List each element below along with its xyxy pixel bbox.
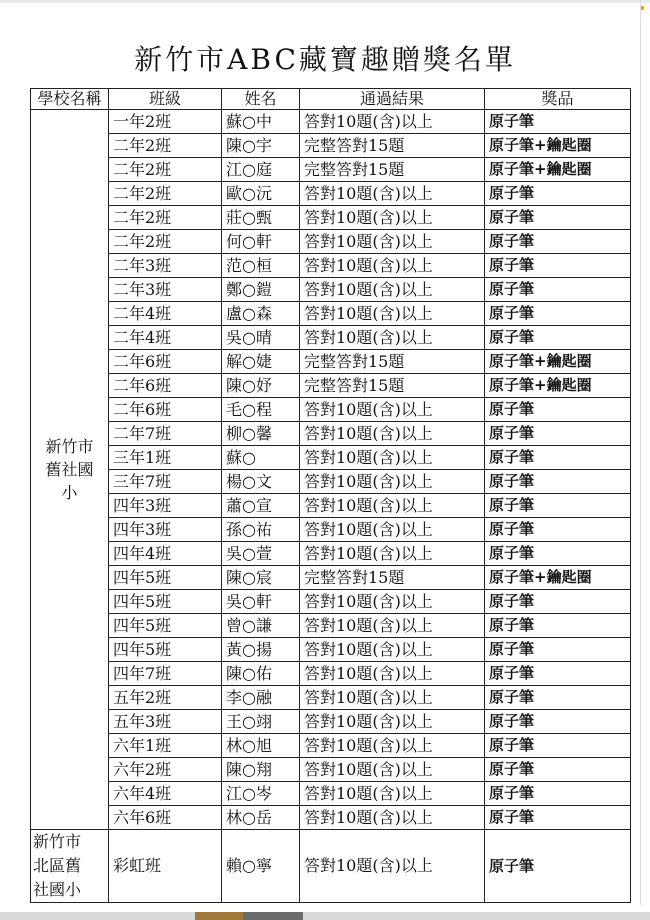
table-row (31, 374, 631, 398)
table-row (31, 710, 631, 734)
school-name-cell (31, 830, 109, 903)
class-cell: 五年2班 (109, 686, 222, 710)
class-cell: 二年6班 (109, 374, 222, 398)
bottom-edge-segment (195, 912, 243, 920)
result-cell: 完整答對15題 (300, 134, 485, 158)
prize-cell: 原子筆 (485, 734, 631, 758)
result-cell: 答對10題(含)以上 (300, 470, 485, 494)
result-cell: 答對10題(含)以上 (300, 254, 485, 278)
class-cell: 六年6班 (109, 806, 222, 830)
prize-cell: 原子筆 (485, 614, 631, 638)
prize-cell: 原子筆+鑰匙圈 (485, 158, 631, 182)
table-header-row (31, 89, 631, 110)
result-cell: 答對10題(含)以上 (300, 806, 485, 830)
prize-cell: 原子筆+鑰匙圈 (485, 350, 631, 374)
class-cell: 二年2班 (109, 182, 222, 206)
result-cell: 完整答對15題 (300, 350, 485, 374)
table-row (31, 206, 631, 230)
student-name-cell: 吳○晴 (222, 326, 300, 350)
result-cell: 答對10題(含)以上 (300, 110, 485, 134)
table-row (31, 734, 631, 758)
class-cell: 二年4班 (109, 302, 222, 326)
result-cell: 答對10題(含)以上 (300, 686, 485, 710)
student-name-cell: 曾○謙 (222, 614, 300, 638)
school-name-cell (31, 110, 109, 830)
table-row (31, 494, 631, 518)
student-name-cell: 莊○甄 (222, 206, 300, 230)
page-title: 新竹市ABC藏寶趣贈獎名單 (134, 43, 516, 76)
prize-cell: 原子筆 (485, 806, 631, 830)
class-cell: 六年1班 (109, 734, 222, 758)
prize-cell: 原子筆 (485, 110, 631, 134)
prize-cell: 原子筆 (485, 686, 631, 710)
table-row (31, 566, 631, 590)
class-cell: 二年7班 (109, 422, 222, 446)
student-name-cell: 毛○程 (222, 398, 300, 422)
class-cell: 四年3班 (109, 518, 222, 542)
student-name-cell: 陳○宇 (222, 134, 300, 158)
table-row (31, 158, 631, 182)
class-cell: 四年5班 (109, 590, 222, 614)
prize-cell: 原子筆 (485, 398, 631, 422)
student-name-cell: 陳○宸 (222, 566, 300, 590)
prize-cell: 原子筆 (485, 494, 631, 518)
prize-cell: 原子筆 (485, 230, 631, 254)
class-cell: 五年3班 (109, 710, 222, 734)
student-name-cell: 范○桓 (222, 254, 300, 278)
table-row (31, 398, 631, 422)
table-row (31, 422, 631, 446)
class-cell: 二年2班 (109, 158, 222, 182)
student-name-cell: 林○岳 (222, 806, 300, 830)
result-cell: 答對10題(含)以上 (300, 590, 485, 614)
class-cell: 二年3班 (109, 254, 222, 278)
table-row (31, 614, 631, 638)
school-name-line: 新竹市 (33, 832, 82, 851)
result-cell: 答對10題(含)以上 (300, 518, 485, 542)
prize-cell: 原子筆 (485, 206, 631, 230)
class-cell: 四年5班 (109, 566, 222, 590)
result-cell: 答對10題(含)以上 (300, 446, 485, 470)
prize-cell: 原子筆 (485, 182, 631, 206)
prize-cell: 原子筆 (485, 662, 631, 686)
prize-cell: 原子筆 (485, 518, 631, 542)
table-row (31, 254, 631, 278)
school-name-line: 新竹市 (45, 437, 94, 456)
class-cell: 六年2班 (109, 758, 222, 782)
class-cell: 二年3班 (109, 278, 222, 302)
result-cell: 答對10題(含)以上 (300, 422, 485, 446)
table-row (31, 830, 631, 903)
prize-cell: 原子筆 (485, 758, 631, 782)
prize-cell: 原子筆+鑰匙圈 (485, 374, 631, 398)
result-cell: 答對10題(含)以上 (300, 782, 485, 806)
result-cell: 答對10題(含)以上 (300, 734, 485, 758)
page-edge (640, 0, 641, 905)
table-row (31, 302, 631, 326)
student-name-cell: 陳○佑 (222, 662, 300, 686)
student-name-cell: 蘇○ (222, 446, 300, 470)
prize-cell: 原子筆 (485, 830, 631, 903)
table-row (31, 638, 631, 662)
table-row (31, 662, 631, 686)
student-name-cell: 吳○軒 (222, 590, 300, 614)
result-cell: 完整答對15題 (300, 566, 485, 590)
result-cell: 答對10題(含)以上 (300, 326, 485, 350)
school-name-line: 社國小 (33, 880, 82, 899)
result-cell: 答對10題(含)以上 (300, 758, 485, 782)
prize-cell: 原子筆 (485, 254, 631, 278)
class-cell: 四年5班 (109, 614, 222, 638)
prize-cell: 原子筆 (485, 710, 631, 734)
bottom-edge (0, 912, 650, 920)
class-cell: 四年5班 (109, 638, 222, 662)
student-name-cell: 解○婕 (222, 350, 300, 374)
student-name-cell: 王○翊 (222, 710, 300, 734)
header-school: 學校名稱 (31, 89, 109, 110)
result-cell: 答對10題(含)以上 (300, 710, 485, 734)
result-cell: 答對10題(含)以上 (300, 206, 485, 230)
result-cell: 答對10題(含)以上 (300, 182, 485, 206)
student-name-cell: 柳○馨 (222, 422, 300, 446)
prize-cell: 原子筆 (485, 470, 631, 494)
class-cell: 一年2班 (109, 110, 222, 134)
class-cell: 三年7班 (109, 470, 222, 494)
student-name-cell: 陳○翔 (222, 758, 300, 782)
table-row (31, 446, 631, 470)
table-row (31, 782, 631, 806)
student-name-cell: 江○庭 (222, 158, 300, 182)
class-cell: 四年7班 (109, 662, 222, 686)
class-cell: 六年4班 (109, 782, 222, 806)
class-cell: 四年3班 (109, 494, 222, 518)
class-cell: 二年2班 (109, 206, 222, 230)
prize-cell: 原子筆 (485, 278, 631, 302)
table-row (31, 518, 631, 542)
prize-cell: 原子筆 (485, 638, 631, 662)
table-row (31, 110, 631, 134)
result-cell: 答對10題(含)以上 (300, 638, 485, 662)
table-row (31, 230, 631, 254)
result-cell: 答對10題(含)以上 (300, 494, 485, 518)
student-name-cell: 蘇○中 (222, 110, 300, 134)
prize-cell: 原子筆 (485, 302, 631, 326)
class-cell: 二年6班 (109, 350, 222, 374)
student-name-cell: 何○軒 (222, 230, 300, 254)
student-name-cell: 蕭○宣 (222, 494, 300, 518)
result-cell: 答對10題(含)以上 (300, 302, 485, 326)
class-cell: 二年6班 (109, 398, 222, 422)
table-row (31, 350, 631, 374)
award-table (30, 88, 631, 903)
class-cell: 彩虹班 (109, 830, 222, 903)
student-name-cell: 楊○文 (222, 470, 300, 494)
school-name-line: 北區舊 (33, 856, 82, 875)
result-cell: 答對10題(含)以上 (300, 542, 485, 566)
prize-cell: 原子筆 (485, 326, 631, 350)
prize-cell: 原子筆 (485, 446, 631, 470)
school-name-line: 舊社國 (45, 460, 94, 479)
bottom-edge-segment (243, 912, 303, 920)
header-name: 姓名 (222, 89, 300, 110)
student-name-cell: 鄭○鎧 (222, 278, 300, 302)
table-row (31, 182, 631, 206)
result-cell: 答對10題(含)以上 (300, 614, 485, 638)
header-prize: 獎品 (485, 89, 631, 110)
table-row (31, 686, 631, 710)
prize-cell: 原子筆 (485, 422, 631, 446)
result-cell: 答對10題(含)以上 (300, 830, 485, 903)
table-row (31, 542, 631, 566)
header-result: 通過結果 (300, 89, 485, 110)
table-row (31, 326, 631, 350)
student-name-cell: 賴○寧 (222, 830, 300, 903)
result-cell: 完整答對15題 (300, 374, 485, 398)
student-name-cell: 江○岑 (222, 782, 300, 806)
student-name-cell: 李○融 (222, 686, 300, 710)
class-cell: 二年2班 (109, 230, 222, 254)
student-name-cell: 黃○揚 (222, 638, 300, 662)
prize-cell: 原子筆 (485, 782, 631, 806)
prize-cell: 原子筆+鑰匙圈 (485, 566, 631, 590)
prize-cell: 原子筆+鑰匙圈 (485, 134, 631, 158)
class-cell: 二年2班 (109, 134, 222, 158)
student-name-cell: 孫○祐 (222, 518, 300, 542)
result-cell: 答對10題(含)以上 (300, 278, 485, 302)
table-row (31, 590, 631, 614)
table-row (31, 134, 631, 158)
student-name-cell: 盧○森 (222, 302, 300, 326)
student-name-cell: 林○旭 (222, 734, 300, 758)
prize-cell: 原子筆 (485, 542, 631, 566)
prize-cell: 原子筆 (485, 590, 631, 614)
header-class: 班級 (109, 89, 222, 110)
student-name-cell: 陳○妤 (222, 374, 300, 398)
class-cell: 四年4班 (109, 542, 222, 566)
result-cell: 答對10題(含)以上 (300, 230, 485, 254)
result-cell: 完整答對15題 (300, 158, 485, 182)
table-row (31, 278, 631, 302)
student-name-cell: 歐○沅 (222, 182, 300, 206)
table-row (31, 758, 631, 782)
class-cell: 二年4班 (109, 326, 222, 350)
class-cell: 三年1班 (109, 446, 222, 470)
result-cell: 答對10題(含)以上 (300, 398, 485, 422)
result-cell: 答對10題(含)以上 (300, 662, 485, 686)
table-body (31, 110, 631, 903)
student-name-cell: 吳○萱 (222, 542, 300, 566)
table-row (31, 470, 631, 494)
table-row (31, 806, 631, 830)
school-name-line: 小 (61, 483, 78, 502)
top-edge (0, 0, 650, 3)
